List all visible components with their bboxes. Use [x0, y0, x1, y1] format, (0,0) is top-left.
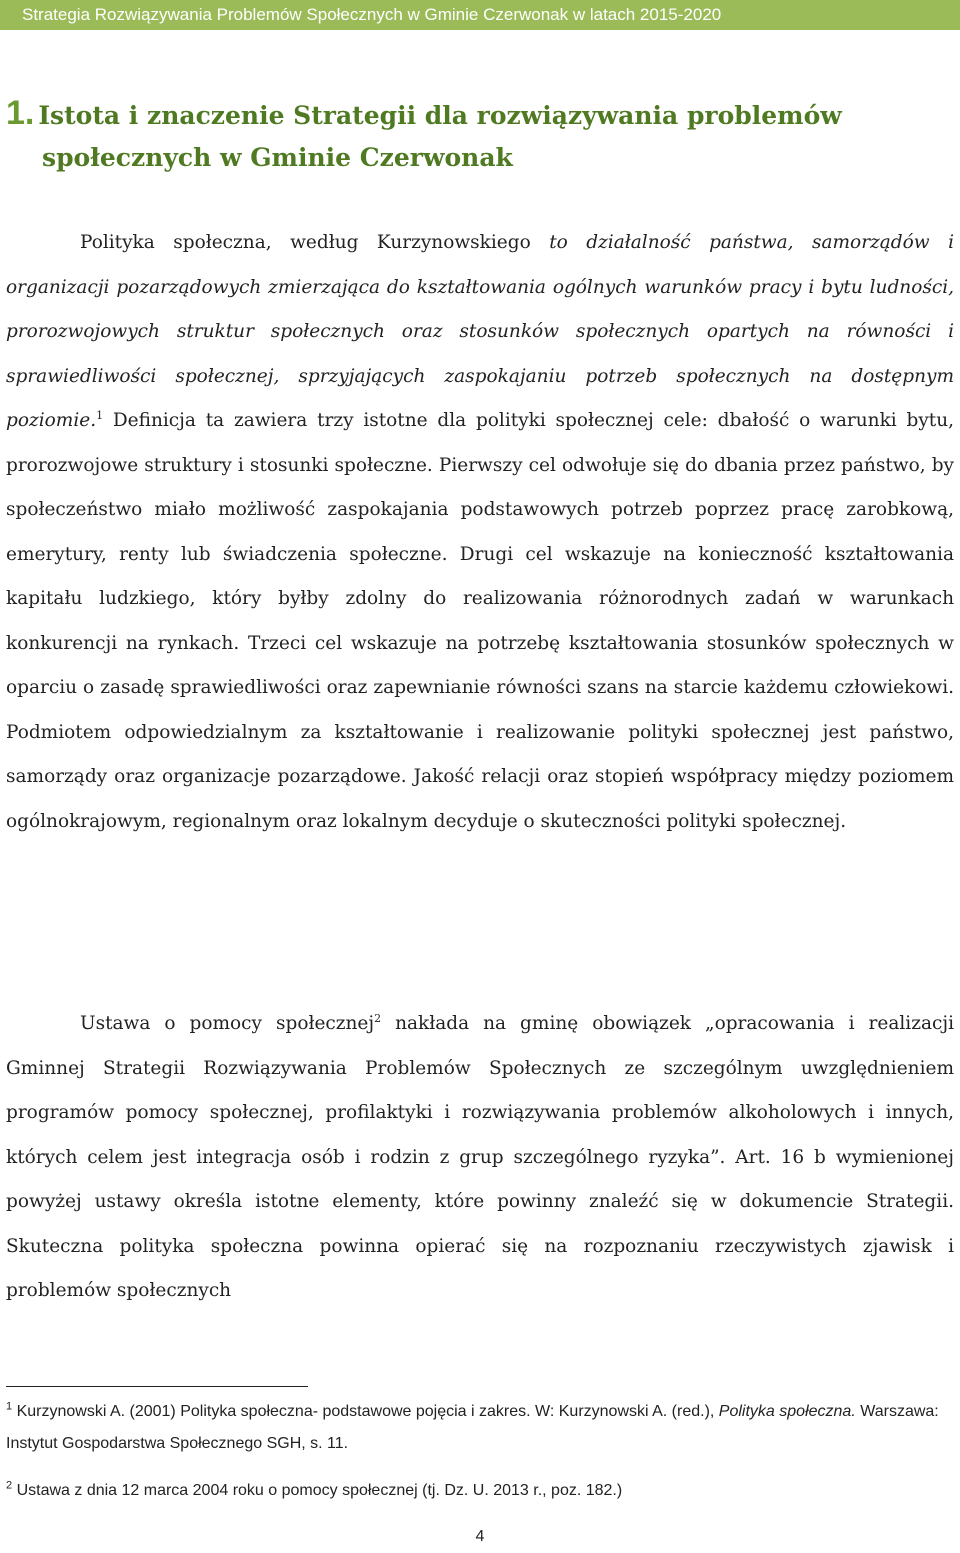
footnote-2	[6, 1475, 946, 1507]
footnote-2-text: Ustawa z dnia 12 marca 2004 roku o pomocy społecznej (tj. Dz. U. 2013 r., poz. 182.)	[12, 1482, 623, 1499]
footnote-2-marker: 2	[6, 1479, 13, 1492]
section-title-line2: społecznych w Gminie Czerwonak	[42, 143, 513, 172]
footnote-1-text: Kurzynowski A. (2001) Polityka społeczna- podstawowe pojęcia i zakres. W: Kurzynowski A. (red.),	[12, 1403, 719, 1420]
footnote-1	[6, 1396, 946, 1460]
footnote-divider	[6, 1386, 308, 1387]
section-number: 1.	[6, 94, 35, 132]
footnote-ref-1[interactable]: 1	[96, 408, 104, 422]
footnote-ref-2[interactable]: 2	[374, 1011, 382, 1025]
footnote-1-italic: Polityka społeczna.	[718, 1403, 856, 1420]
footnote-1-marker: 1	[6, 1400, 13, 1413]
paragraph-legal-basis	[6, 1002, 954, 1314]
page-number: 4	[475, 1528, 485, 1545]
paragraph-definition	[6, 221, 954, 844]
footnote-1-text-end: Warszawa: Instytut Gospodarstwa Społecznego SGH, s. 11.	[6, 1403, 939, 1452]
paragraph1-intro: Polityka społeczna, według Kurzynowskiego	[80, 232, 550, 253]
paragraph2-intro: Ustawa o pomocy społecznej	[80, 1013, 375, 1034]
section-title-line1: Istota i znaczenie Strategii dla rozwiązywania problemów	[38, 101, 842, 130]
paragraph2-body: nakłada na gminę obowiązek „opracowania i realizacji Gminnej Strategii Rozwiązywania Problemów Społecznych ze szczególnym uwzględnieniem programów pomocy społecznej, profilaktyki i rozwiązywania problemów alkoholowych i innych, których celem jest integracja osób i rodzin z grup szczególnego ryzyka”. Art. 16 b wymienionej powyżej ustawy określa istotne elementy, które powinny znaleźć się w dokumencie Strategii. Skuteczna polityka społeczna powinna opierać się na rozpoznaniu rzeczywistych zjawisk i problemów społecznych	[6, 1013, 954, 1301]
section-heading	[6, 92, 946, 179]
paragraph1-quote: to działalność państwa, samorządów i organizacji pozarządowych zmierzająca do kształtowania ogólnych warunków pracy i bytu ludności, prorozwojowych struktur społecznych oraz stosunków społecznych opartych na równości i sprawiedliwości społecznej, sprzyjających zaspokajaniu potrzeb społecznych na dostępnym poziomie.	[6, 232, 954, 431]
paragraph1-body: Definicja ta zawiera trzy istotne dla polityki społecznej cele: dbałość o warunki bytu, prorozwojowe struktury i stosunki społeczne. Pierwszy cel odwołuje się do dbania przez państwo, by społeczeństwo miało możliwość zaspokajania podstawowych potrzeb poprzez pracę zarobkową, emerytury, renty lub świadczenia społeczne. Drugi cel wskazuje na konieczność kształtowania kapitału ludzkiego, który byłby zdolny do realizowania różnorodnych zadań w warunkach konkurencji na rynkach. Trzeci cel wskazuje na potrzebę kształtowania stosunków społecznych w oparciu o zasadę sprawiedliwości oraz zapewnianie równości szans na starcie każdemu człowiekowi. Podmiotem odpowiedzialnym za kształtowanie i realizowanie polityki społecznej jest państwo, samorządy oraz organizacje pozarządowe. Jakość relacji oraz stopień współpracy między poziomem ogólnokrajowym, regionalnym oraz lokalnym decyduje o skuteczności polityki społecznej.	[6, 410, 954, 832]
running-header: Strategia Rozwiązywania Problemów Społecznych w Gminie Czerwonak w latach 2015-2020	[0, 0, 960, 30]
